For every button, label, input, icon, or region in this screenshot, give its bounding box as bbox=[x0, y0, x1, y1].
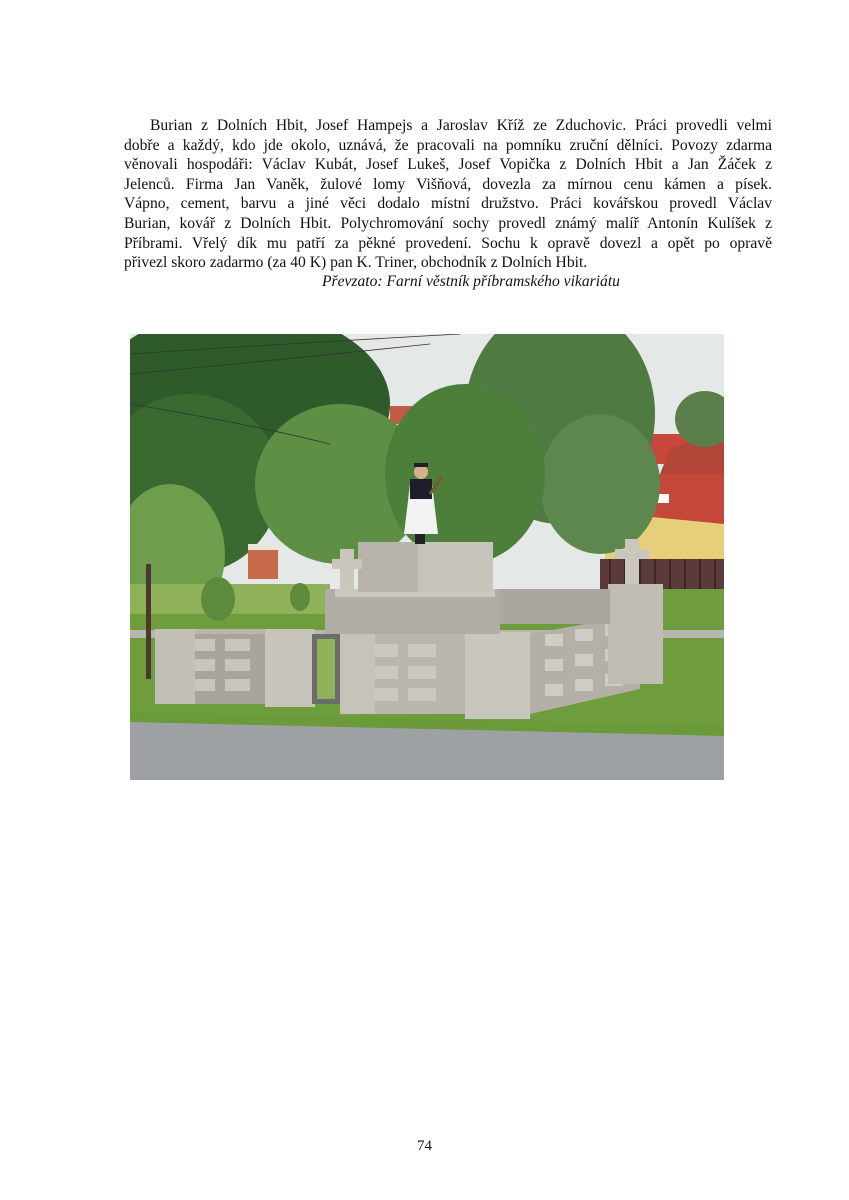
paragraph-line: Jelenců. Firma Jan Vaněk, žulové lomy Višňová, dovezla za mírnou cenu kámen a písek. bbox=[124, 175, 772, 193]
paragraph-line: Příbrami. Vřelý dík mu patří za pěkné provedení. Sochu k opravě dovezl a opět po opravě bbox=[124, 234, 772, 252]
paragraph-line: Burian z Dolních Hbit, Josef Hampejs a Jaroslav Kříž ze Zduchovic. Práci provedli velmi bbox=[150, 117, 772, 134]
paragraph-line: Burian, kovář z Dolních Hbit. Polychromování sochy provedl známý malíř Antonín Kulíšek z bbox=[124, 214, 772, 232]
body-paragraph bbox=[124, 116, 772, 273]
paragraph-line: Vápno, cement, barvu a jiné věci dodalo místní družstvo. Práci kovářskou provedl Václav bbox=[124, 195, 772, 213]
paragraph-line: věnovali hospodáři: Václav Kubát, Josef Lukeš, Josef Vopička z Dolních Hbit a Jan Žáček z bbox=[124, 156, 772, 174]
monument-photo bbox=[130, 334, 724, 780]
source-citation: Převzato: Farní věstník příbramského vikariátu bbox=[322, 273, 620, 290]
paragraph-line: dobře a každý, kdo jde okolo, uznává, že pracovali na pomníku zruční dělníci. Povozy zdarma bbox=[124, 136, 772, 154]
page-number: 74 bbox=[417, 1138, 432, 1154]
paragraph-line: přivezl skoro zadarmo (za 40 K) pan K. Triner, obchodník z Dolních Hbit. bbox=[124, 254, 588, 272]
